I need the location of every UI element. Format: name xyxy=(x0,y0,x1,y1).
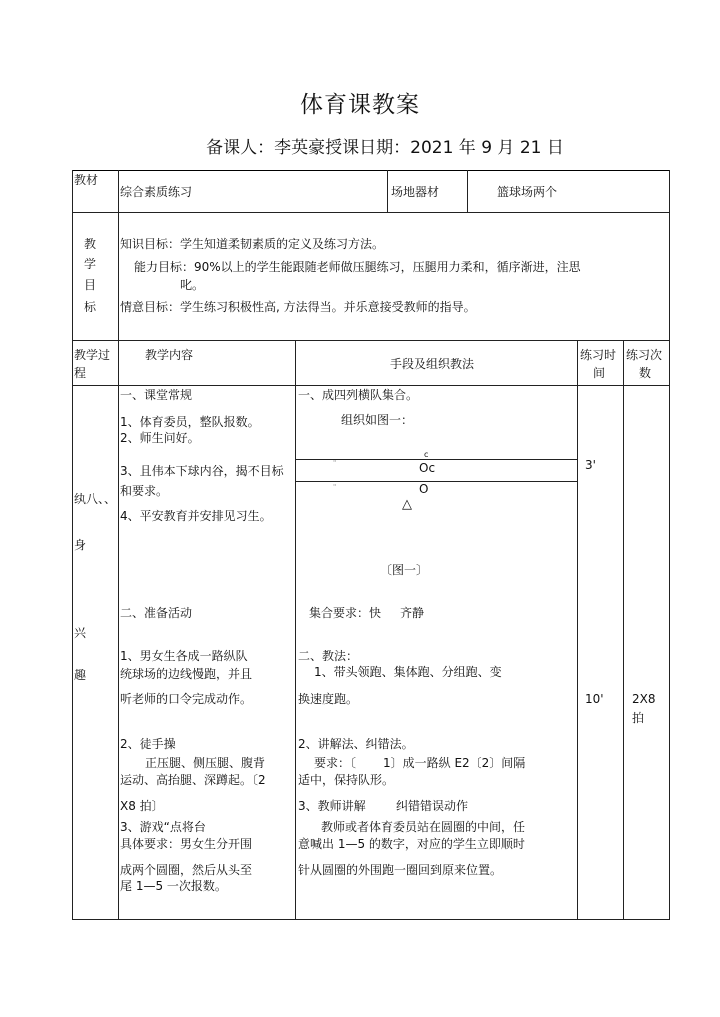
goals-label-4: 标 xyxy=(84,300,97,314)
process-text-c: 兴 xyxy=(74,626,87,640)
header-time-1: 练习时 xyxy=(580,348,617,362)
content-line: 听老师的口令完成动作。 xyxy=(120,692,253,706)
content-line: X8 拍〕 xyxy=(120,799,164,813)
content-line: 4、平安教育并安排见习生。 xyxy=(120,509,272,523)
header-content: 教学内容 xyxy=(145,348,194,362)
goals-label-3: 目 xyxy=(84,278,97,292)
method-line: 针从圆圈的外围跑一圈回到原来位置。 xyxy=(298,863,503,877)
method-line: 适中，保持队形。 xyxy=(298,773,395,787)
venue-label: 场地器材 xyxy=(391,185,440,199)
teacher-triangle-icon: △ xyxy=(402,497,412,512)
jiaocai-value: 综合素质练习 xyxy=(120,185,193,199)
goals-label-2: 学 xyxy=(84,257,97,271)
diagram-row-1: Oc xyxy=(419,461,436,475)
header-method: 手段及组织教法 xyxy=(390,357,475,371)
page-subtitle: 备课人：李英豪授课日期：2021 年 9 月 21 日 xyxy=(206,138,564,158)
content-line: 和要求。 xyxy=(120,484,169,498)
content-line: 运动、高抬腿、深蹲起。〔2 xyxy=(120,773,266,787)
process-text-a: 纨八、、 xyxy=(74,492,117,506)
stray-mark: " xyxy=(333,459,337,467)
method-line: 2、讲解法、纠错法。 xyxy=(298,737,414,751)
content-line: 1、男女生各成一路纵队 xyxy=(120,649,248,663)
method-line: 换速度跑。 xyxy=(298,692,359,706)
header-process-1: 教学过 xyxy=(74,348,111,362)
method-line: 教师或者体育委员站在圆圈的中间，任 xyxy=(321,820,526,834)
method-line: 组织如图一： xyxy=(341,413,414,427)
method-line: 集合要求：快 xyxy=(309,606,382,620)
goal-ability-cont: 叱。 xyxy=(180,278,205,292)
diagram-mark: c xyxy=(424,450,429,459)
method-line: 一、成四列横队集合。 xyxy=(298,388,419,402)
page-title: 体育课教案 xyxy=(300,92,420,118)
jiaocai-label: 教材 xyxy=(74,173,99,187)
goal-knowledge: 知识目标：学生知道柔韧素质的定义及练习方法。 xyxy=(120,237,385,251)
figure-caption: 〔图一〕 xyxy=(380,563,429,577)
content-line: 统球场的边线慢跑，并且 xyxy=(120,667,253,681)
header-reps-1: 练习次 xyxy=(626,348,663,362)
content-line: 二、准备活动 xyxy=(120,606,193,620)
process-text-d: 趣 xyxy=(74,668,87,682)
content-line: 1、体育委员，整队报数。 xyxy=(120,415,260,429)
reps-value: 2X8 xyxy=(632,692,656,706)
method-line: 意喊出 1—5 的数字，对应的学生立即顺时 xyxy=(298,837,525,851)
method-line: 二、教法： xyxy=(298,649,359,663)
header-reps-2: 数 xyxy=(639,366,652,380)
content-line: 2、徒手操 xyxy=(120,737,176,751)
method-line: 纠错错误动作 xyxy=(396,799,469,813)
content-line: 具体要求：男女生分开围 xyxy=(120,837,253,851)
content-line: 成两个圆圈，然后从头至 xyxy=(120,863,253,877)
content-line: 尾 1—5 一次报数。 xyxy=(120,879,227,893)
header-process-2: 程 xyxy=(74,366,87,380)
process-text-b: 身 xyxy=(74,538,87,552)
stray-mark: " xyxy=(333,483,337,491)
header-time-2: 间 xyxy=(593,366,606,380)
goal-ability: 能力目标：90%以上的学生能跟随老师做压腿练习，压腿用力柔和，循序渐进，注思 xyxy=(134,260,581,274)
content-line: 2、师生问好。 xyxy=(120,431,200,445)
method-line: 要求：〔 xyxy=(314,756,357,770)
method-line: 齐静 xyxy=(400,606,425,620)
method-line: 3、教师讲解 xyxy=(298,799,366,813)
time-value: 10' xyxy=(585,692,604,706)
content-line: 3、且伟本下球内谷，揭不目标 xyxy=(120,464,284,478)
goals-label-1: 教 xyxy=(84,237,97,251)
goal-emotion: 情意目标：学生练习积极性高, 方法得当。并乐意接受教师的指导。 xyxy=(120,300,476,314)
method-line: 1〕成一路纵 E2〔2〕间隔 xyxy=(383,756,526,770)
content-line: 3、游戏“点将台 xyxy=(120,820,206,834)
content-line: 正压腿、侧压腿、腹背 xyxy=(145,756,266,770)
time-value: 3' xyxy=(585,458,596,472)
method-line: 1、带头领跑、集体跑、分组跑、变 xyxy=(314,665,502,679)
reps-unit: 拍 xyxy=(632,711,645,725)
diagram-row-2: O xyxy=(419,482,429,496)
venue-value: 篮球场两个 xyxy=(497,185,558,199)
content-line: 一、课堂常规 xyxy=(120,388,193,402)
